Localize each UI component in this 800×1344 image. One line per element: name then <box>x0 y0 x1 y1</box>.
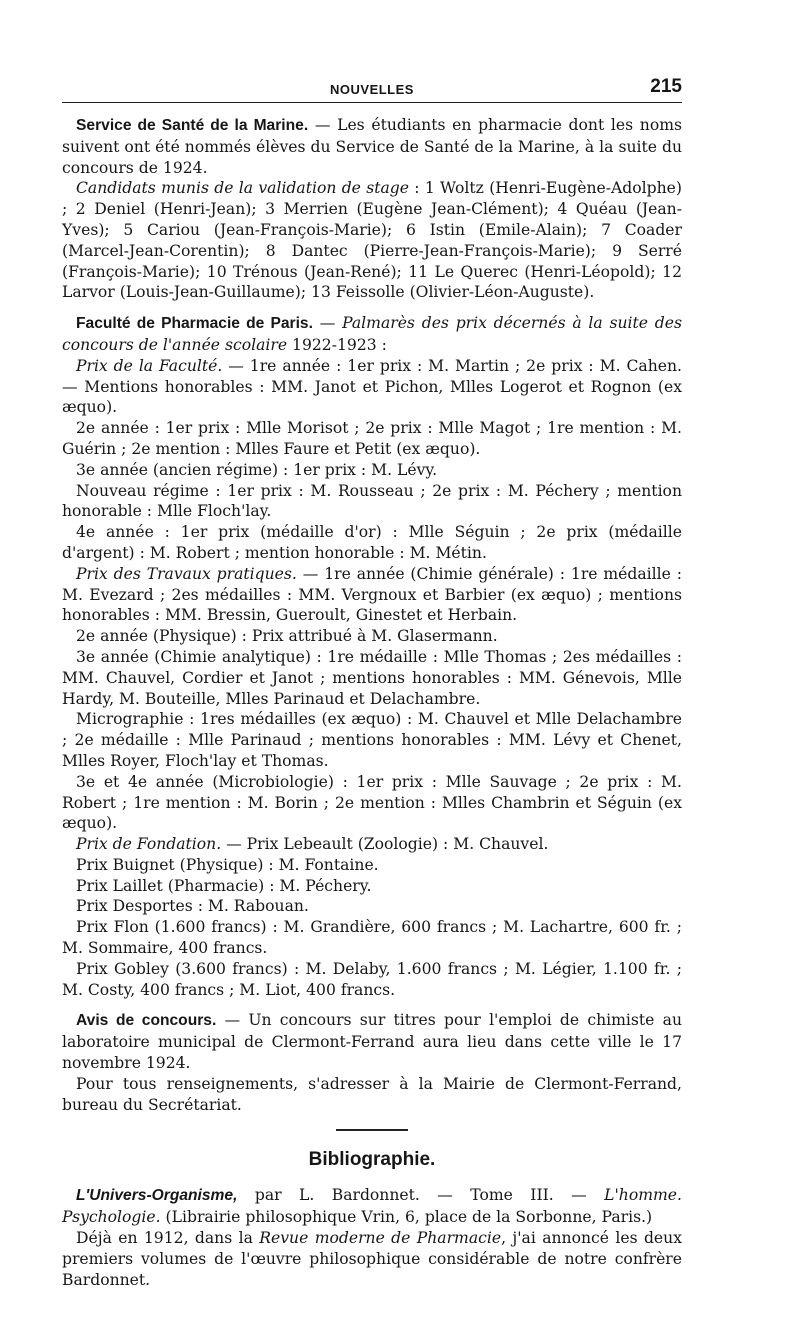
page-number: 215 <box>650 76 682 97</box>
avis-paragraph <box>62 1010 682 1073</box>
avis-paragraph-2: Pour tous renseignements, s'adresser à la Mairie de Clermont-Ferrand, bureau du Secrétariat. <box>62 1074 682 1114</box>
faculte-paragraph <box>62 772 682 834</box>
section-service-sante <box>62 115 682 303</box>
prize-text: 3e et 4e année (Microbiologie) : 1er prix : Mlle Sauvage ; 2e prix : M. Robert ; 1re mention : M. Borin ; 2e mention : Mlles Chambrin et Séguin (ex æquo). <box>62 772 682 833</box>
faculte-paragraph <box>62 626 682 647</box>
prize-text: Prix Laillet (Pharmacie) : M. Péchery. <box>76 876 372 895</box>
faculte-paragraph <box>62 418 682 460</box>
faculte-paragraph <box>62 460 682 481</box>
separator-rule <box>336 1129 408 1131</box>
section-heading: Service de Santé de la Marine. <box>76 117 309 134</box>
review-text-a: Déjà en 1912, dans la <box>76 1229 260 1248</box>
faculte-paragraph <box>62 356 682 418</box>
prize-text: 3e année (Chimie analytique) : 1re médaille : Mlle Thomas ; 2es médailles : MM. Chauvel, Cordier et Janot ; mentions honorables : MM. Génevois, Mlle Hardy, M. Bouteille, Mlles Parinaud et Delachambre. <box>62 647 682 708</box>
faculte-paragraph <box>62 959 682 1001</box>
header-rule <box>62 102 682 103</box>
page-header <box>62 72 682 102</box>
faculte-paragraphs <box>62 356 682 1001</box>
prize-text: 2e année : 1er prix : Mlle Morisot ; 2e prix : Mlle Magot ; 1re mention : M. Guérin ; 2e mention : Mlles Faure et Petit (ex æquo). <box>62 419 682 458</box>
biblio-entry <box>62 1185 682 1228</box>
faculte-paragraph <box>62 564 682 626</box>
prize-text: Micrographie : 1res médailles (ex æquo) : M. Chauvel et Mlle Delachambre ; 2e médaille : Mlle Parinaud ; mentions honorables : MM. Lévy et Chenet, Mlles Royer, Floch'lay et Thomas. <box>62 710 682 770</box>
prize-category: Prix de Fondation. <box>76 835 222 854</box>
prize-text: — 1re année (Chimie générale) : 1re médaille : M. Evezard ; 2es médailles : MM. Vergnoux et Barbier (ex æquo) ; mentions honorables : MM. Bressin, Gueroult, Ginestet et Herbain. <box>62 564 682 625</box>
faculte-paragraph <box>62 834 682 855</box>
service-list <box>62 178 682 303</box>
service-intro-text: — Les étudiants en pharmacie dont les noms suivent ont été nommés élèves du Service de Santé de la Marine, à la suite du concours de 1924. <box>62 116 682 177</box>
prize-text: — 1re année : 1er prix : M. Martin ; 2e prix : M. Cahen. — Mentions honorables : MM. Janot et Pichon, Mlles Logerot et Rognon (ex æquo). <box>62 356 682 417</box>
prize-text: Prix Flon (1.600 francs) : M. Grandière, 600 francs ; M. Lachartre, 600 fr. ; M. Sommaire, 400 francs. <box>62 918 682 958</box>
faculte-paragraph <box>62 481 682 523</box>
section-faculte <box>62 313 682 1000</box>
avis-text: — Un concours sur titres pour l'emploi de chimiste au laboratoire municipal de Clermont-Ferrand aura lieu dans cette ville le 17 novembre 1924. <box>62 1011 682 1073</box>
review-text-b: , j'ai annoncé les deux premiers volumes de l'œuvre philosophique considérable de notre confrère Bardonnet. <box>62 1229 683 1289</box>
faculte-subtitle-tail: 1922-1923 : <box>287 335 387 354</box>
bibliographie-title: Bibliographie. <box>308 1149 436 1171</box>
prize-text: — Prix Lebeault (Zoologie) : M. Chauvel. <box>221 835 549 854</box>
biblio-review <box>62 1228 682 1290</box>
book-publisher: (Librairie philosophique Vrin, 6, place de la Sorbonne, Paris.) <box>160 1208 653 1227</box>
faculte-paragraph <box>62 709 682 771</box>
page <box>62 72 682 1290</box>
faculte-paragraph <box>62 917 682 959</box>
prize-category: Prix de la Faculté. <box>76 356 223 375</box>
faculte-paragraph <box>62 522 682 564</box>
book-subtitle: L'homme. Psychologie. <box>62 1186 682 1227</box>
faculte-paragraph <box>62 647 682 709</box>
running-title: NOUVELLES <box>330 82 414 97</box>
prize-text: Prix Desportes : M. Rabouan. <box>76 897 309 916</box>
book-author: par L. Bardonnet. — Tome III. — <box>237 1186 605 1205</box>
book-title: L'Univers-Organisme, <box>76 1187 238 1205</box>
faculte-paragraph <box>62 855 682 876</box>
prize-text: 4e année : 1er prix (médaille d'or) : Mlle Séguin ; 2e prix (médaille d'argent) : M. Robert ; mention honorable : M. Métin. <box>62 523 682 562</box>
faculte-intro <box>62 313 682 356</box>
faculte-paragraph <box>62 896 682 917</box>
prize-text: 2e année (Physique) : Prix attribué à M. Glasermann. <box>76 627 498 646</box>
section-heading: Avis de concours. <box>76 1012 217 1030</box>
prize-text: Prix Gobley (3.600 francs) : M. Delaby, 1.600 francs ; M. Légier, 1.100 fr. ; M. Costy, 400 francs ; M. Liot, 400 francs. <box>62 959 682 999</box>
service-list-text: : 1 Woltz (Henri-Eugène-Adolphe) ; 2 Deniel (Henri-Jean); 3 Merrien (Eugène Jean-Clément); 4 Quéau (Jean-Yves); 5 Cariou (Jean-François-Marie); 6 Istin (Emile-Alain); 7 Coader (Marcel-Jean-Corentin); 8 Dantec (Pierre-Jean-François-Marie); 9 Serré (François-Marie); 10 Trénous (Jean-René); 11 Le Querec (Henri-Léopold); 12 Larvor (Louis-Jean-Guillaume); 13 Feissolle (Olivier-Léon-Auguste). <box>62 179 682 302</box>
dash: — <box>312 314 343 333</box>
section-heading: Faculté de Pharmacie de Paris. <box>76 315 313 333</box>
prize-text: Nouveau régime : 1er prix : M. Rousseau ; 2e prix : M. Péchery ; mention honorable : Mlle Floch'lay. <box>62 481 682 521</box>
prize-text: 3e année (ancien régime) : 1er prix : M. Lévy. <box>76 460 438 479</box>
faculte-paragraph <box>62 876 682 897</box>
service-intro <box>62 115 682 178</box>
prize-text: Prix Buignet (Physique) : M. Fontaine. <box>76 855 379 874</box>
journal-title: Revue moderne de Pharmacie <box>259 1229 502 1248</box>
service-list-label: Candidats munis de la validation de stage <box>76 179 409 198</box>
faculte-subtitle: Palmarès des prix décernés à la suite des concours de l'année scolaire <box>62 314 682 354</box>
prize-category: Prix des Travaux pratiques. <box>76 564 297 583</box>
section-avis <box>62 1010 682 1115</box>
